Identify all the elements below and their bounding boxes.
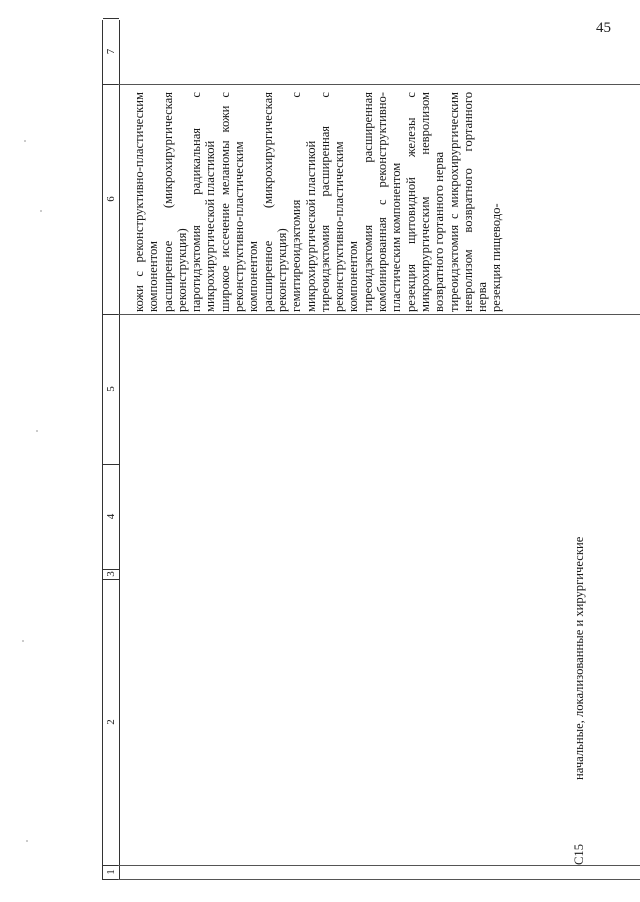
procedure-entry: паротидэктомия радикальная с микрохирургической пластикой — [189, 92, 218, 312]
diagnosis-description: начальные, локализованные и хирургические — [572, 536, 586, 780]
column-divider — [118, 314, 640, 315]
header-col-2: 2 — [103, 579, 119, 866]
procedure-entry: расширенное (микрохирургическая реконструкция) — [160, 92, 189, 312]
header-col-3: 3 — [103, 569, 119, 580]
procedure-entry: тиреоидэктомия расширенная комбинированная с реконструктивно-пластическим компонентом — [360, 92, 404, 312]
procedure-entry: расширенное (микрохирургическая реконструкция) — [260, 92, 289, 312]
column-divider — [118, 84, 640, 85]
rotated-table — [102, 20, 640, 880]
procedure-entry: гемитиреоидэктомия с микрохирургической пластикой — [289, 92, 318, 312]
header-col-5: 5 — [103, 314, 119, 465]
diagnosis-code: C15 — [572, 844, 586, 865]
scan-speck — [36, 430, 38, 432]
procedure-entry: тиреоидэктомия с микрохирургическим невролизом возвратного гортанного нерва — [446, 92, 490, 312]
scan-speck — [24, 140, 26, 142]
header-col-4: 4 — [103, 464, 119, 570]
procedure-entry: резекция пищеводо- — [489, 203, 504, 312]
procedure-entry: широкое иссечение меланомы кожи с реконструктивно-пластическим компонентом — [217, 92, 261, 312]
scan-speck — [40, 210, 42, 212]
procedure-entry: тиреоидэктомия расширенная с реконструктивно-пластическим компонентом — [317, 92, 361, 312]
procedures-cell — [132, 92, 504, 312]
procedure-entry: кожи с реконструктивно-пластическим компонентом — [132, 92, 161, 312]
column-divider — [118, 865, 640, 866]
table-header-row — [102, 20, 120, 880]
header-col-6: 6 — [103, 84, 119, 315]
scan-speck — [26, 840, 28, 842]
page-number: 45 — [596, 20, 611, 36]
header-col-1: 1 — [103, 865, 119, 880]
procedure-entry: резекция щитовидной железы с микрохирургическим невролизом возвратного гортанного нерва — [403, 92, 447, 312]
header-col-7: 7 — [103, 18, 119, 85]
column-divider — [118, 879, 640, 880]
scan-speck — [22, 640, 24, 642]
